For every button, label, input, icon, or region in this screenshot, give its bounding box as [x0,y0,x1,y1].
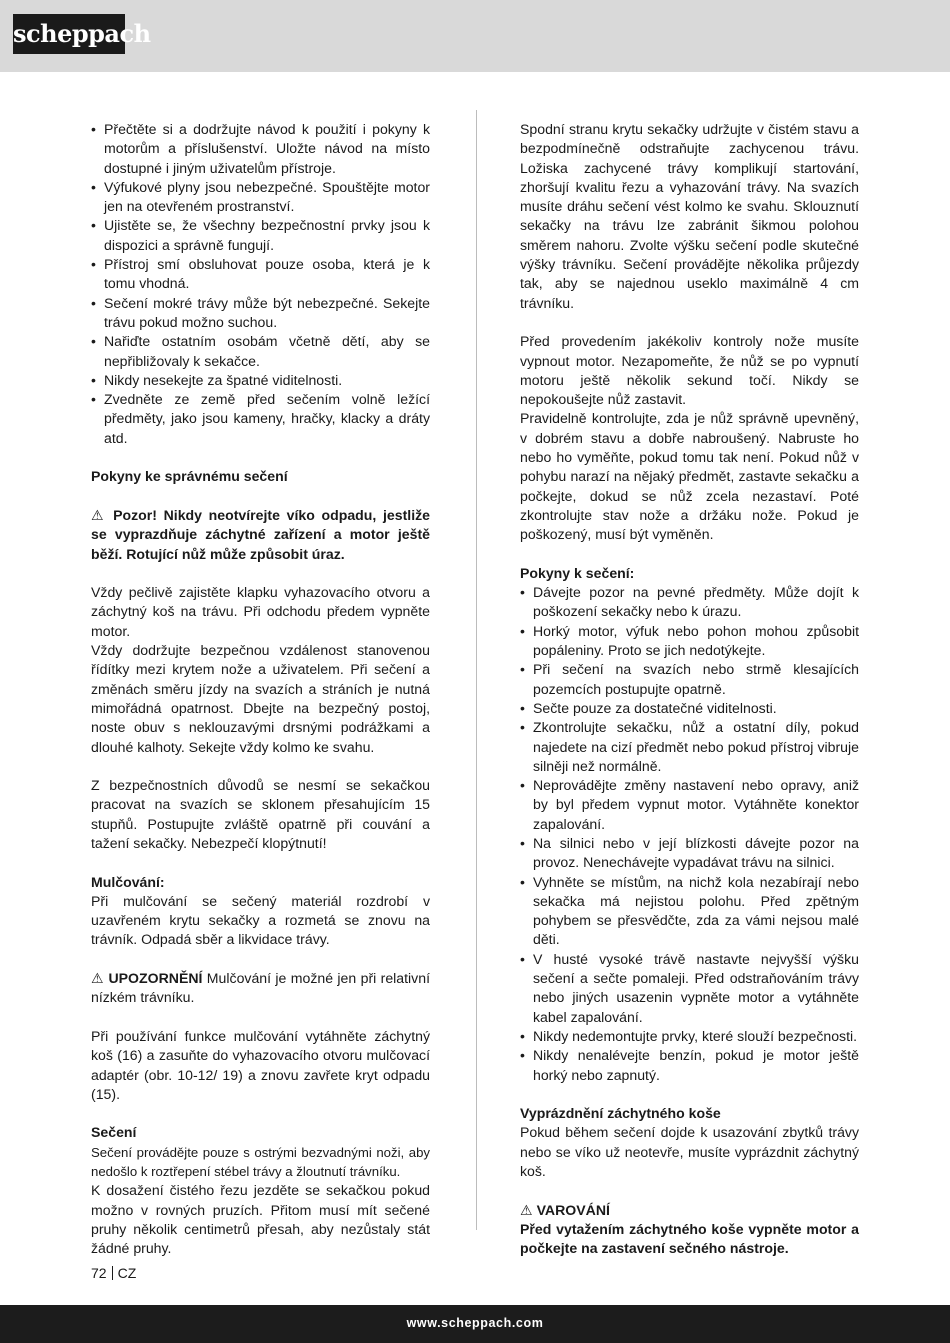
list-item: • Při sečení na svazích nebo strmě klesajících pozemcích postupujte opatrně. [520,660,859,699]
warning-paragraph [91,506,430,564]
list-item: • Nařiďte ostatním osobám včetně dětí, aby se nepřibližovaly k sekačce. [91,332,430,371]
list-item: • Zkontrolujte sekačku, nůž a ostatní díly, pokud najedete na cizí předmět nebo pokud přístroj vibruje silněji než normálně. [520,718,859,776]
list-item: • Sečení mokré trávy může být nebezpečné. Sekejte trávu pokud možno suchou. [91,294,430,333]
instructions-heading: Pokyny k sečení: [520,564,635,581]
varovani-label: VAROVÁNÍ [536,1201,610,1218]
language-code: CZ [117,1265,137,1281]
scheppach-logo: scheppach [13,14,125,54]
page-number [91,1265,136,1281]
warning-text: Pozor! Nikdy neotvírejte víko odpadu, jestliže se vyprazdňuje záchytné zařízení a motor ještě běží. Rotující nůž může způsobit úraz. [91,506,430,562]
list-item: • Horký motor, výfuk nebo pohon mohou způsobit popáleniny. Proto se jich nedotýkejte. [520,622,859,661]
paragraph: Z bezpečnostních důvodů se nesmí se sekačkou pracovat na svazích se sklonem přesahujícím 15 stupňů. Postupujte zvláště opatrně při couvání a tažení sekačky. Nebezpečí klopýtnutí! [91,777,430,851]
paragraph: Sečení provádějte pouze s ostrými bezvadnými noži, aby nedošlo k roztřepení stébel trávy a žloutnutí trávníku. [91,1144,430,1180]
warning-triangle-icon: ⚠ [91,506,107,523]
mowing-heading: Pokyny ke správnému sečení [91,468,288,485]
column-divider [476,110,477,1230]
paragraph: Pokud během sečení dojde k usazování zbytků trávy nebo se víko už neotevře, musíte vyprázdnit záchytný koš. [520,1124,859,1180]
list-item: • V husté vysoké trávě nastavte nejvyšší výšku sečení a sečte pomaleji. Před odstraňováním trávy nebo jiných usazenin vypněte motor a vytáhněte kabel zapalování. [520,950,859,1027]
list-item: • Výfukové plyny jsou nebezpečné. Spouštějte motor jen na otevřeném prostranství. [91,178,430,217]
warning-triangle-icon: ⚠ [520,1201,533,1218]
cutting-heading: Sečení [91,1124,137,1141]
list-item: • Ujistěte se, že všechny bezpečnostní prvky jsou k dispozici a správně fungují. [91,216,430,255]
list-item: • Vyhněte se místům, na nichž kola nezabírají nebo sekačka má nejistou polohu. Před zpětným pohybem se přesvědčte, zda za vámi nejsou malé děti. [520,873,859,950]
separator-bar [112,1266,113,1280]
mulch-heading: Mulčování: [91,873,165,890]
paragraph: Při používání funkce mulčování vytáhněte záchytný koš (16) a zasuňte do vyhazovacího otvoru mulčovací adaptér (obr. 10-12/ 19) a znovu zavřete kryt odpadu (15). [91,1027,430,1102]
paragraph: Při mulčování se sečený materiál rozdrobí v uzavřeném krytu sekačky a rozmetá se znovu na trávník. Odpadá sběr a likvidace trávy. [91,892,430,948]
notice-paragraph [91,969,430,1008]
paragraph: Pravidelně kontrolujte, zda je nůž správně upevněný, v dobrém stavu a dobře nabroušený. Nabruste ho nebo ho vyměňte, pokud tomu tak není. Pokud nůž v pohybu narazí na nějaký předmět, zastavte sekačku a počkejte, dokud se nůž zcela nezastaví. Poté zkontrolujte stav nože a držáku nože. Pokud je poškozený, musí být vyměněn. [520,410,859,543]
list-item: • Nikdy nedemontujte prvky, které slouží bezpečnosti. [520,1027,859,1046]
paragraph: Před provedením jakékoliv kontroly nože musíte vypnout motor. Nezapomeňte, že nůž se po vypnutí motoru ještě několik sekund točí. Nikdy se nepokoušejte nůž zastavit. [520,333,859,408]
page-header [0,0,950,72]
list-item: • Přístroj smí obsluhovat pouze osoba, která je k tomu vhodná. [91,255,430,294]
list-item: • Přečtěte si a dodržujte návod k použití i pokyny k motorům a příslušenství. Uložte návod na místo dostupné i jiným uživatelům přístroje. [91,120,430,178]
list-item: • Nikdy nesekejte za špatné viditelnosti. [91,371,430,390]
safety-bullet-list [91,120,430,448]
instructions-list [520,583,859,1085]
list-item: • Nikdy nenalévejte benzín, pokud je motor ještě horký nebo zapnutý. [520,1046,859,1085]
right-column [520,120,859,1259]
page-number-value: 72 [91,1265,107,1281]
list-item: • Na silnici nebo v její blízkosti dávejte pozor na provoz. Nenechávejte vypadávat trávu na silnici. [520,834,859,873]
varovani-text: Před vytažením záchytného koše vypněte motor a počkejte na zastavení sečného nástroje. [520,1220,859,1257]
notice-text: Mulčování je možné jen při relativní nízkém trávníku. [91,970,430,1006]
list-item: • Dávejte pozor na pevné předměty. Může dojít k poškození sekačky nebo k úrazu. [520,583,859,622]
list-item: • Sečte pouze za dostatečné viditelnosti. [520,699,859,718]
paragraph: Vždy dodržujte bezpečnou vzdálenost stanovenou řídítky mezi krytem nože a uživatelem. Při sečení a změnách směru jízdy na svazích a stráních je nutná mimořádná opatrnost. Dbejte na bezpečný postoj, noste obuv s neklouzavými drsnými podrážkami a dlouhé kalhoty. Sekejte vždy kolmo ke svahu. [91,642,430,755]
list-item: • Zvedněte ze země před sečením volně ležící předměty, jako jsou kameny, hračky, klacky a dráty atd. [91,390,430,448]
paragraph: Spodní stranu krytu sekačky udržujte v čistém stavu a bezpodmínečně odstraňujte zachycenou trávu. Ložiska zachycené trávy komplikují startování, zhoršují kvalitu řezu a vyhazování trávy. Na svazích musíte dráhu sečení vést kolmo ke svahu. Sklouznutí sekačky na trávu lze zabránit šikmou polohou směrem nahoru. Zvolte výšku sečení podle skutečné výšky trávníku. Sečení provádějte několika průjezdy tak, aby se najednou useklo maximálně 4 cm trávníku. [520,121,859,311]
page-footer [0,1305,950,1343]
paragraph: Vždy pečlivě zajistěte klapku vyhazovacího otvoru a záchytný koš na trávu. Při odchodu předem vypněte motor. [91,584,430,639]
empty-basket-heading: Vyprázdnění záchytného koše [520,1105,721,1122]
varovani-heading [520,1201,859,1220]
list-item: • Neprovádějte změny nastavení nebo opravy, aniž by byl předem vypnut motor. Vytáhněte konektor zapalování. [520,776,859,834]
website-url: www.scheppach.com [406,1316,544,1330]
paragraph: K dosažení čistého řezu jezděte se sekačkou pokud možno v rovných pruzích. Přitom musí mít sečené pruhy několik centimetrů přesah, aby nezůstaly stát žádné pruhy. [91,1182,430,1257]
notice-label: UPOZORNĚNÍ [108,970,203,987]
left-column [91,120,430,1259]
warning-triangle-icon: ⚠ [91,970,105,987]
